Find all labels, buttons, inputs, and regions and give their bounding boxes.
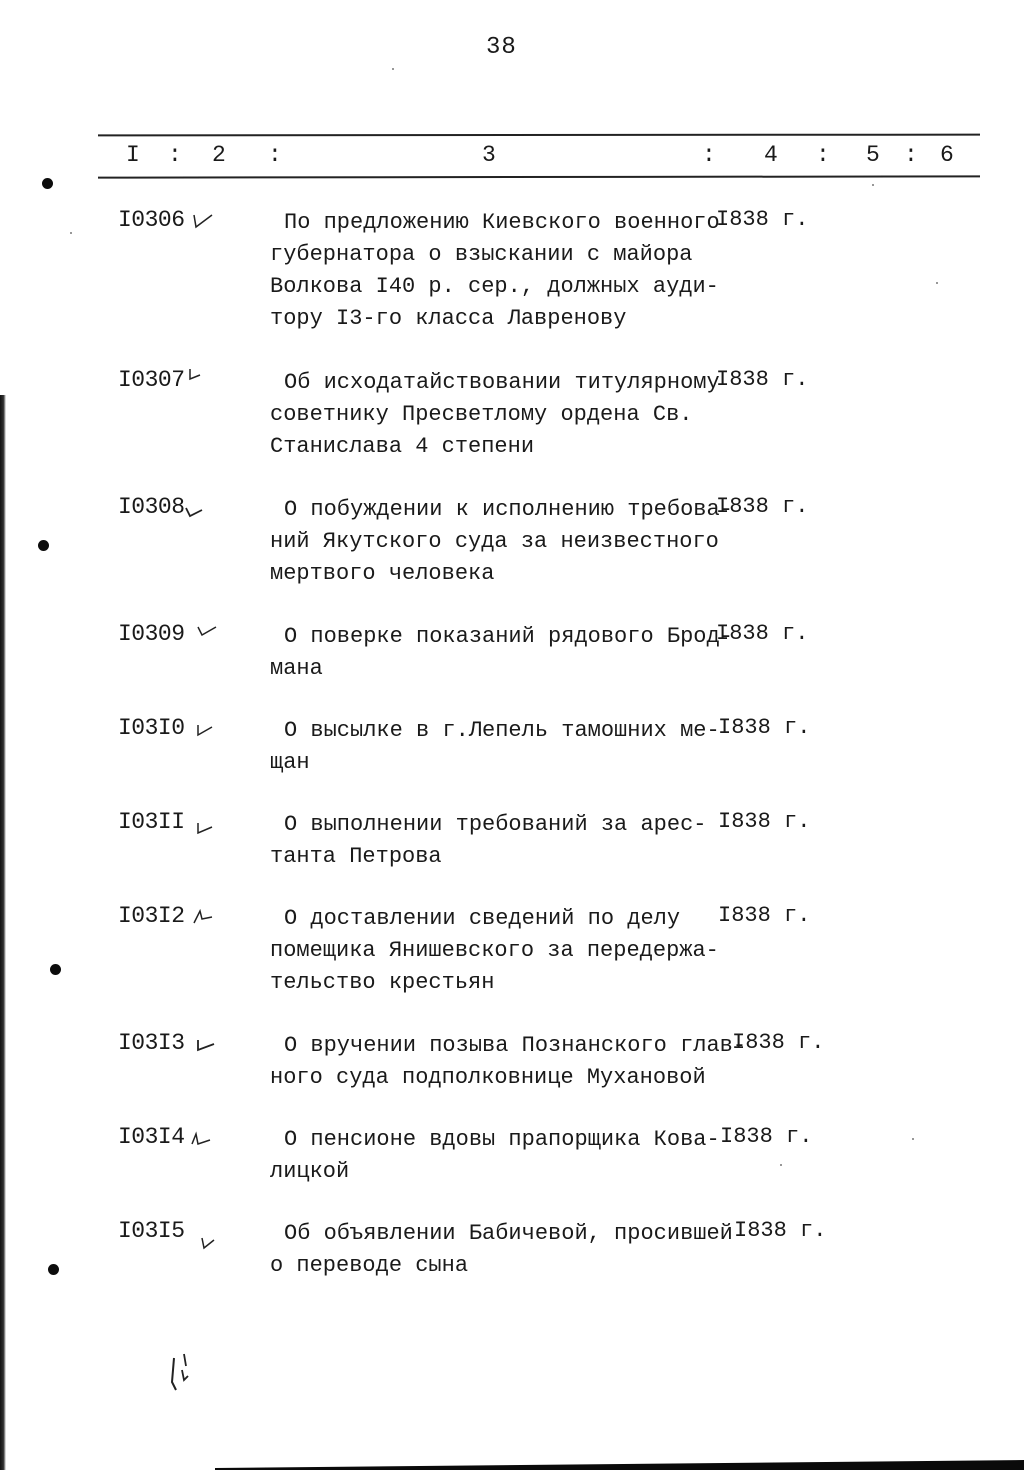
entry-description: По предложению Киевского военного губернатора о взыскании с майора Волкова I40 р. сер., должных ауди- тору I3-го класса Лавренову [270,210,720,331]
column-header-2: 2 [212,142,226,168]
entry-description: О доставлении сведений по делу помещика Янишевского за передержа- тельство крестьян [270,906,719,995]
entry-description: О высылке в г.Лепель тамошних ме- щан [270,718,720,775]
entry-year: I838 г. [716,207,809,232]
entry-year: I838 г. [716,367,809,392]
punch-hole-mark [42,178,53,189]
check-mark-icon [198,1234,220,1252]
entry-description: О поверке показаний рядового Брод- мана [270,624,733,681]
entry-number: I0307 [118,367,185,393]
check-mark-icon [196,623,218,641]
entry-description: О вручении позыва Познанского глав- ного суда подполковнице Мухановой [270,1033,747,1090]
check-mark-icon [186,367,208,385]
column-separator: : [904,142,918,168]
entry-number: I0309 [118,621,185,647]
entry-year: I838 г. [732,1030,825,1055]
entry-year: I838 г. [716,621,809,646]
scan-speck [780,1164,782,1166]
entry-number: I03I2 [118,903,185,929]
check-mark-icon [194,1036,216,1054]
check-mark-icon [194,819,216,837]
scan-bottom-edge [215,1460,1024,1470]
entry-number: I0306 [118,207,185,233]
check-mark-icon [190,1130,212,1148]
column-header-6: 6 [940,142,954,168]
page-number: 38 [486,34,517,61]
column-header-4: 4 [764,142,778,168]
check-mark-icon [184,502,206,520]
entry-number: I03I5 [118,1218,185,1244]
entry-year: I838 г. [718,715,811,740]
entry-number: I0308 [118,494,185,520]
scan-speck [936,282,938,284]
scan-speck [392,68,394,70]
entry-year: I838 г. [716,494,809,519]
column-separator: : [702,142,716,168]
column-separator: : [268,142,282,168]
column-header-5: 5 [866,142,880,168]
entry-description: Об исходатайствовании титулярному советнику Пресветлому ордена Св. Станислава 4 степени [270,370,720,459]
scan-left-edge [0,395,6,1470]
entry-number: I03I3 [118,1030,185,1056]
header-top-rule [98,134,980,137]
entry-description: О пенсионе вдовы прапорщика Кова- лицкой [270,1127,720,1184]
entry-number: I03I4 [118,1124,185,1150]
entry-year: I838 г. [718,903,811,928]
scan-speck [872,184,874,186]
scan-speck [912,1138,914,1140]
check-mark-icon [194,721,216,739]
entry-year: I838 г. [734,1218,827,1243]
column-separator: : [168,142,182,168]
entry-number: I03II [118,809,185,835]
table-header [98,142,980,172]
punch-hole-mark [48,1264,59,1275]
column-header-3: 3 [482,142,496,168]
punch-hole-mark [50,964,61,975]
column-header-1: I [126,142,140,168]
entry-year: I838 г. [718,809,811,834]
scan-speck [70,232,72,234]
check-mark-icon [192,211,214,229]
header-bottom-rule [98,175,980,178]
entry-number: I03I0 [118,715,185,741]
entry-description: О выполнении требований за арес- танта Петрова [270,812,707,869]
check-mark-icon [192,907,214,925]
column-separator: : [816,142,830,168]
handwritten-mark-icon [168,1352,196,1396]
entry-description: Об объявлении Бабичевой, просившей о переводе сына [270,1221,733,1278]
entry-year: I838 г. [720,1124,813,1149]
punch-hole-mark [38,540,49,551]
entry-description: О побуждении к исполнению требова- ний Якутского суда за неизвестного мертвого человека [270,497,733,586]
